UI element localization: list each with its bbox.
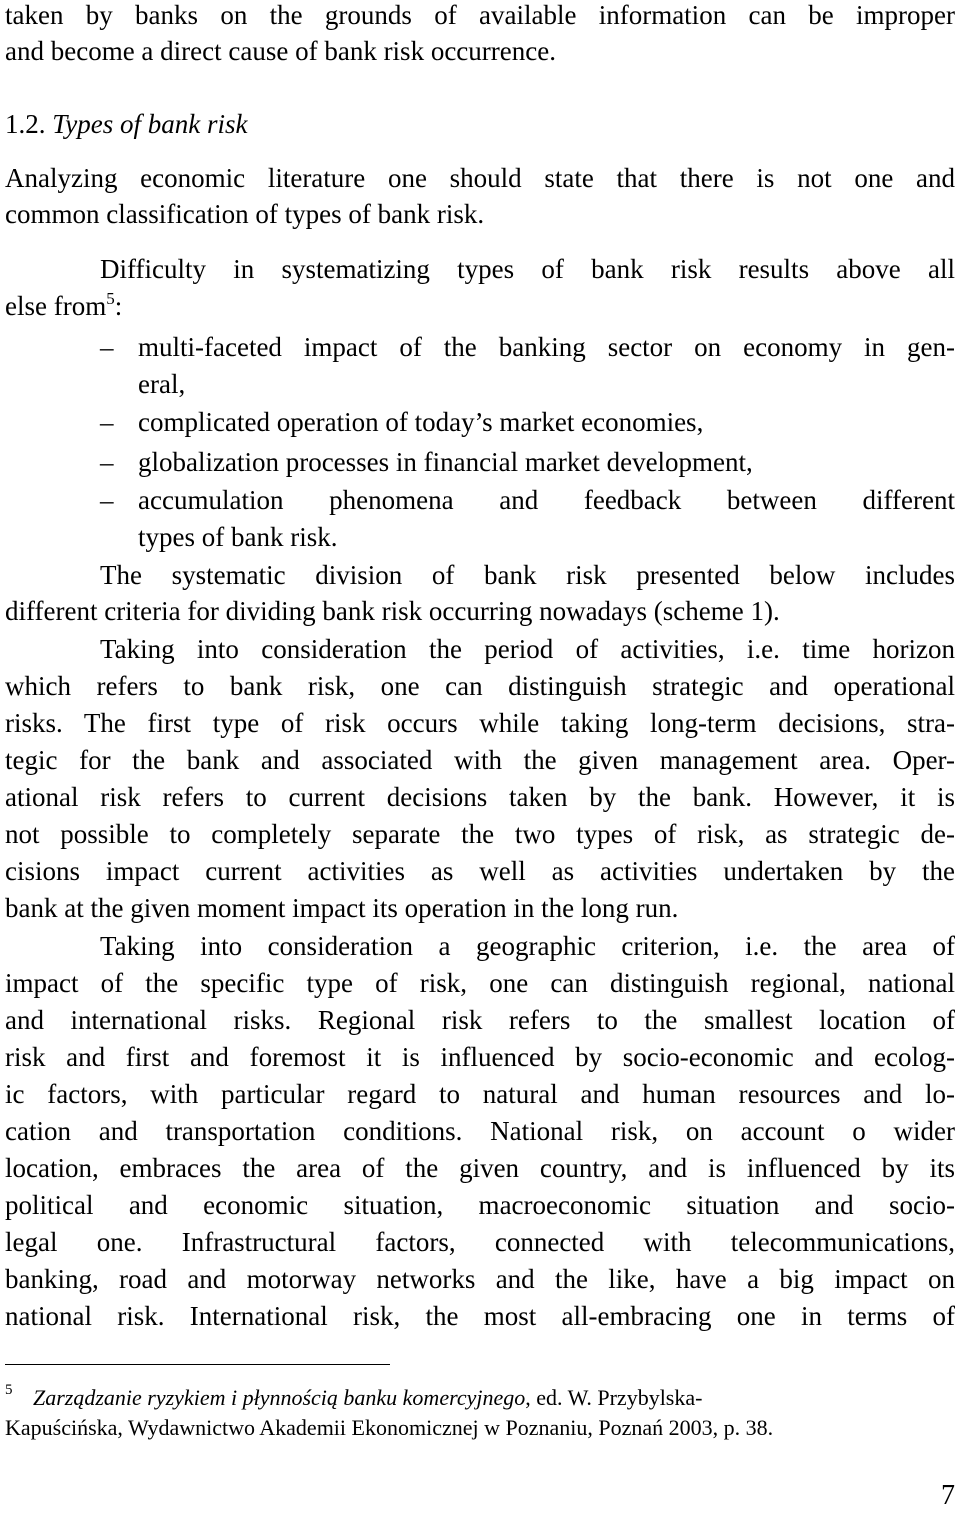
section-heading: [5, 106, 955, 142]
text-line: risk and first and foremost it is influenced by socio-economic and ecolog-: [5, 1042, 955, 1072]
footnote-text: [5, 1385, 702, 1410]
footnote-title: Zarządzanie ryzykiem i płynnością banku komercyjnego: [33, 1385, 526, 1410]
text-line: banking, road and motorway networks and the like, have a big impact on: [5, 1264, 955, 1294]
text-line: Taking into consideration a geographic criterion, i.e. the area of: [100, 931, 955, 961]
footnote-mark: 5: [5, 1382, 13, 1398]
text-line: different criteria for dividing bank risk occurring nowadays (scheme 1).: [5, 596, 780, 626]
text-line: [5, 288, 955, 324]
text-line: common classification of types of bank risk.: [5, 199, 485, 229]
list-item-cont: types of bank risk.: [138, 522, 338, 552]
text-line: political and economic situation, macroeconomic situation and socio-: [5, 1190, 955, 1220]
text-line: cation and transportation conditions. National risk, on account o wider: [5, 1116, 955, 1146]
text-line: legal one. Infrastructural factors, connected with telecommunications,: [5, 1227, 955, 1257]
text-line: location, embraces the area of the given country, and is influenced by its: [5, 1153, 955, 1183]
footnote-text: , ed. W. Przybylska-: [525, 1385, 703, 1410]
footnote-rule: [5, 1364, 390, 1365]
text-line: and international risks. Regional risk refers to the smallest location of: [5, 1005, 955, 1035]
text-line: Taking into consideration the period of activities, i.e. time horizon: [100, 634, 955, 664]
text-line: not possible to completely separate the two types of risk, as strategic de-: [5, 819, 955, 849]
text-line: cisions impact current activities as well as activities undertaken by the: [5, 856, 955, 886]
text-line: impact of the specific type of risk, one can distinguish regional, national: [5, 968, 955, 998]
text-line: tegic for the bank and associated with the given management area. Oper-: [5, 745, 955, 775]
list-item: accumulation phenomena and feedback between different: [138, 485, 955, 515]
text-span: else from: [5, 291, 107, 321]
list-item: globalization processes in financial market development,: [138, 447, 753, 477]
text-line: national risk. International risk, the most all-embracing one in terms of: [5, 1301, 955, 1331]
text-line: The systematic division of bank risk presented below includes: [100, 560, 955, 590]
text-line: Difficulty in systematizing types of bank risk results above all: [100, 254, 955, 284]
dash-bullet: –: [100, 447, 114, 477]
text-span: :: [114, 291, 123, 321]
dash-bullet: –: [100, 485, 114, 515]
text-line: ational risk refers to current decisions taken by the bank. However, it is: [5, 782, 955, 812]
list-item: complicated operation of today’s market economies,: [138, 407, 704, 437]
text-line: risks. The first type of risk occurs while taking long-term decisions, stra-: [5, 708, 955, 738]
dash-bullet: –: [100, 407, 114, 437]
text-line: and become a direct cause of bank risk occurrence.: [5, 36, 556, 66]
dash-bullet: –: [100, 332, 114, 362]
text-line: ic factors, with particular regard to natural and human resources and lo-: [5, 1079, 955, 1109]
footnote: [5, 1383, 955, 1413]
text-line: which refers to bank risk, one can distinguish strategic and operational: [5, 671, 955, 701]
text-line: Analyzing economic literature one should state that there is not one and: [5, 163, 955, 193]
section-title: Types of bank risk: [52, 109, 248, 139]
text-line: bank at the given moment impact its operation in the long run.: [5, 893, 679, 923]
footnote-line: Kapuścińska, Wydawnictwo Akademii Ekonomicznej w Poznaniu, Poznań 2003, p. 38.: [5, 1415, 774, 1440]
text-line: taken by banks on the grounds of available information can be improper: [5, 0, 955, 30]
list-item: multi-faceted impact of the banking sector on economy in gen-: [138, 332, 955, 362]
page-number: 7: [941, 1480, 955, 1511]
section-number: 1.2.: [5, 109, 46, 139]
footnote-ref: 5: [106, 289, 115, 308]
list-item-cont: eral,: [138, 369, 186, 399]
